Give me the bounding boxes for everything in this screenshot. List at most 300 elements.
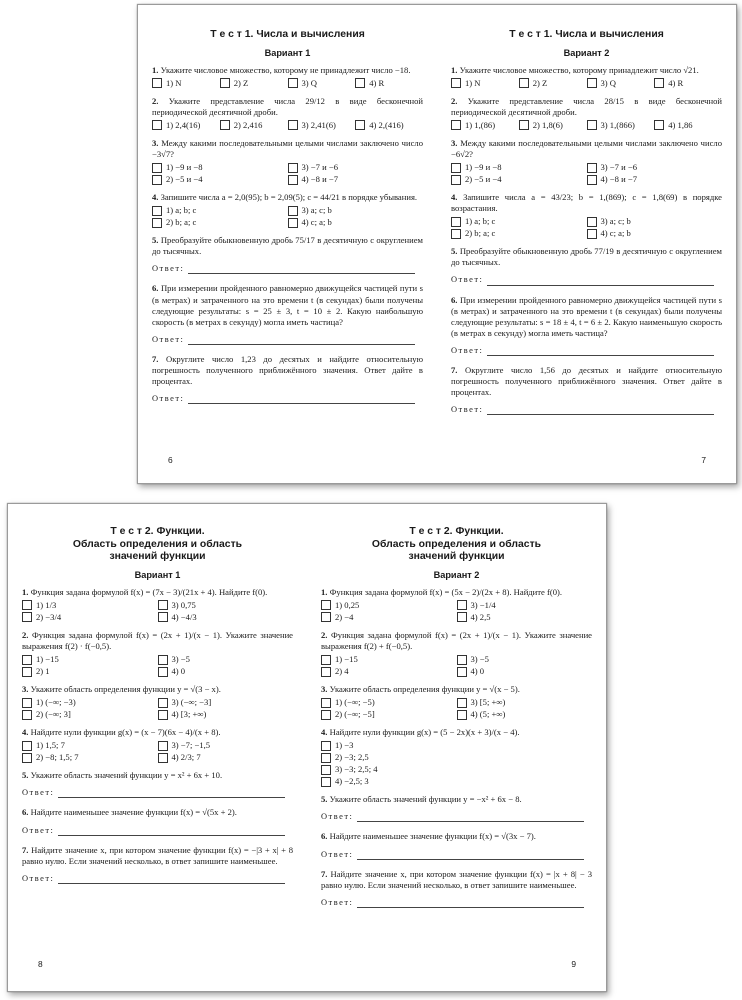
- checkbox[interactable]: [158, 655, 168, 665]
- option[interactable]: [587, 162, 723, 173]
- checkbox[interactable]: [158, 612, 168, 622]
- answer-field[interactable]: [451, 404, 722, 415]
- question-text: Укажите представление числа 29/12 в виде бесконечной периодической десятичной дроби.: [152, 95, 423, 117]
- checkbox[interactable]: [321, 698, 331, 708]
- answer-field[interactable]: [451, 345, 722, 356]
- question-text: Запишите числа a = 43/23; b = 1,(869); c = 1,8(69) в порядке возрастания.: [451, 192, 722, 214]
- checkbox[interactable]: [451, 78, 461, 88]
- question-text: При измерении пройденного равномерно движущейся частицей пути s (в метрах) и затраченного на это времени t (в секундах) были получены следующие результаты: s = 18 ± 4, t = 6 ± 2. Какую наименьшую скорость (в метрах в секунду) могла иметь частица?: [451, 294, 722, 338]
- option[interactable]: [288, 205, 424, 216]
- option[interactable]: [158, 654, 294, 665]
- option[interactable]: [321, 666, 457, 677]
- option-label: 4) 0: [470, 666, 485, 677]
- answer-field[interactable]: [22, 873, 293, 884]
- page-number: 6: [168, 455, 173, 465]
- checkbox[interactable]: [152, 78, 162, 88]
- checkbox[interactable]: [451, 229, 461, 239]
- checkbox[interactable]: [321, 741, 331, 751]
- page-6: [138, 5, 437, 483]
- option[interactable]: [158, 612, 294, 623]
- option[interactable]: [321, 752, 592, 763]
- question-5: [321, 794, 592, 822]
- question-number: 3.: [22, 684, 29, 695]
- option[interactable]: [220, 120, 288, 131]
- option-label: 1) −15: [36, 654, 59, 665]
- checkbox[interactable]: [355, 120, 365, 130]
- page-number: 7: [701, 455, 706, 465]
- option[interactable]: [152, 162, 288, 173]
- question-6: [321, 831, 592, 859]
- question-text: Функция задана формулой f(x) = (7x − 3)/(21x + 4). Найдите f(0).: [30, 586, 268, 597]
- question-number: 1.: [451, 64, 458, 75]
- answer-label: Ответ:: [451, 345, 484, 355]
- checkbox[interactable]: [158, 698, 168, 708]
- question-text: Запишите числа a = 2,0(95); b = 2,09(5); c = 44/21 в порядке убывания.: [160, 192, 418, 203]
- answer-label: Ответ:: [321, 812, 354, 822]
- option[interactable]: [22, 654, 158, 665]
- option[interactable]: [22, 612, 158, 623]
- option[interactable]: [321, 612, 457, 623]
- question-text: Найдите наименьшее значение функции f(x) = √(5x + 2).: [30, 807, 237, 818]
- page-title: [22, 526, 293, 564]
- checkbox[interactable]: [152, 206, 162, 216]
- option[interactable]: [22, 740, 158, 751]
- answer-field[interactable]: [451, 274, 722, 285]
- answer-label: Ответ:: [321, 849, 354, 859]
- option[interactable]: [457, 600, 593, 611]
- question-number: 6.: [451, 294, 458, 305]
- page-title: Т е с т 1. Числа и вычисления: [210, 29, 365, 40]
- answer-field[interactable]: [321, 897, 592, 908]
- question-2: [451, 96, 722, 131]
- option-label: 4) 2,(416): [369, 119, 404, 130]
- option-label: 2) −5 и −4: [166, 174, 203, 185]
- option-label: 3) −3; 2,5; 4: [335, 764, 378, 775]
- question-7: [451, 365, 722, 415]
- option[interactable]: [288, 174, 424, 185]
- option-label: 2) (−∞; −5]: [335, 709, 375, 720]
- checkbox[interactable]: [152, 218, 162, 228]
- answer-label: Ответ:: [152, 264, 185, 274]
- checkbox[interactable]: [158, 667, 168, 677]
- answer-field[interactable]: [152, 393, 423, 404]
- option-label: 2) 1: [36, 666, 50, 677]
- checkbox[interactable]: [158, 741, 168, 751]
- answer-field[interactable]: [152, 263, 423, 274]
- option[interactable]: [321, 600, 457, 611]
- checkbox[interactable]: [152, 120, 162, 130]
- question-text: Найдите нули функции g(x) = (x − 7)(6x − 4)/(x + 8).: [30, 727, 221, 738]
- option[interactable]: [22, 709, 158, 720]
- option[interactable]: [457, 612, 593, 623]
- question-number: 6.: [22, 807, 29, 818]
- question-4: [451, 192, 722, 239]
- question-4: [22, 727, 293, 763]
- answer-line[interactable]: [487, 347, 714, 356]
- option[interactable]: [451, 120, 519, 131]
- question-3: [321, 684, 592, 720]
- option[interactable]: [451, 78, 519, 89]
- option-label: 2) b; a; c: [465, 228, 496, 239]
- question-text: Округлите число 1,23 до десятых и найдите относительную погрешность полученного приближённого значения. Ответ дайте в процентах.: [152, 353, 423, 387]
- question-text: Между какими последовательными целыми числами заключено число −3√7?: [152, 137, 423, 159]
- question-number: 5.: [321, 794, 328, 805]
- question-text: Найдите нули функции g(x) = (5 − 2x)(x + 3)/(x − 4).: [329, 727, 520, 738]
- checkbox[interactable]: [654, 78, 664, 88]
- checkbox[interactable]: [587, 217, 597, 227]
- option-label: 2) −8; 1,5; 7: [36, 752, 79, 763]
- checkbox[interactable]: [457, 612, 467, 622]
- checkbox[interactable]: [288, 78, 298, 88]
- checkbox[interactable]: [587, 175, 597, 185]
- question-number: 7.: [451, 365, 458, 375]
- checkbox[interactable]: [457, 600, 467, 610]
- question-number: 1.: [321, 586, 328, 597]
- checkbox[interactable]: [288, 120, 298, 130]
- question-text: Укажите область определения функции y = √(x − 5).: [329, 684, 520, 695]
- question-1: [451, 65, 722, 89]
- checkbox[interactable]: [158, 753, 168, 763]
- question-5: [152, 235, 423, 274]
- option[interactable]: [457, 666, 593, 677]
- question-1: [152, 65, 423, 89]
- answer-line[interactable]: [487, 277, 714, 286]
- question-text: Преобразуйте обыкновенную дробь 75/17 в десятичную с округлением до тысячных.: [152, 235, 423, 257]
- option-label: 1) 1,5; 7: [36, 740, 65, 751]
- checkbox[interactable]: [457, 667, 467, 677]
- option-label: 4) R: [668, 77, 684, 88]
- question-number: 4.: [321, 727, 328, 738]
- question-4: [321, 727, 592, 787]
- option[interactable]: [158, 697, 294, 708]
- question-number: 7.: [22, 844, 29, 855]
- page-title: Т е с т 1. Числа и вычисления: [509, 29, 664, 40]
- option[interactable]: [22, 666, 158, 677]
- option[interactable]: [457, 697, 593, 708]
- checkbox[interactable]: [451, 120, 461, 130]
- question-number: 6.: [321, 831, 328, 842]
- option[interactable]: [519, 120, 587, 131]
- checkbox[interactable]: [587, 120, 597, 130]
- checkbox[interactable]: [457, 655, 467, 665]
- option-label: 1) a; b; c: [465, 216, 496, 227]
- option[interactable]: [451, 216, 587, 227]
- option-label: 3) Q: [301, 77, 318, 88]
- title-line: Т е с т 2. Функции.: [409, 526, 504, 537]
- option[interactable]: [152, 205, 288, 216]
- answer-line[interactable]: [357, 851, 584, 860]
- question-text: Функция задана формулой f(x) = (2x + 1)/(x − 1). Укажите значение выражения f(2) + f(−0,5).: [321, 629, 592, 651]
- answer-line[interactable]: [357, 899, 584, 908]
- option[interactable]: [587, 228, 723, 239]
- checkbox[interactable]: [321, 612, 331, 622]
- option[interactable]: [355, 78, 423, 89]
- option[interactable]: [152, 174, 288, 185]
- checkbox[interactable]: [654, 120, 664, 130]
- option[interactable]: [587, 78, 655, 89]
- option-label: 2) −4: [335, 611, 354, 622]
- question-text: Укажите область значений функции y = −x² + 6x − 8.: [329, 794, 522, 805]
- option-label: 4) c; a; b: [600, 228, 631, 239]
- option[interactable]: [288, 120, 356, 131]
- checkbox[interactable]: [22, 741, 32, 751]
- option[interactable]: [451, 174, 587, 185]
- question-3: [152, 138, 423, 185]
- option-label: 4) −4/3: [171, 611, 197, 622]
- checkbox[interactable]: [321, 765, 331, 775]
- option[interactable]: [355, 120, 423, 131]
- option-label: 3) (−∞; −3]: [171, 697, 212, 708]
- option-label: 2) b; a; c: [166, 217, 197, 228]
- option[interactable]: [587, 120, 655, 131]
- answer-field[interactable]: [22, 787, 293, 798]
- checkbox[interactable]: [22, 698, 32, 708]
- question-text: Укажите числовое множество, которому не принадлежит число −18.: [160, 64, 411, 75]
- checkbox[interactable]: [451, 175, 461, 185]
- question-6: [451, 295, 722, 356]
- option-label: 4) −8 и −7: [301, 174, 338, 185]
- question-number: 4.: [22, 727, 29, 738]
- option-label: 4) c; a; b: [301, 217, 332, 228]
- page-number: 9: [571, 959, 576, 969]
- option[interactable]: [288, 217, 424, 228]
- option-label: 2) Z: [532, 77, 548, 88]
- variant-heading: Вариант 1: [134, 569, 181, 580]
- option[interactable]: [457, 709, 593, 720]
- question-5: [22, 770, 293, 798]
- option[interactable]: [654, 78, 722, 89]
- option[interactable]: [152, 120, 220, 131]
- checkbox[interactable]: [288, 175, 298, 185]
- option[interactable]: [654, 120, 722, 131]
- question-text: Функция задана формулой f(x) = (5x − 2)/(2x + 8). Найдите f(0).: [329, 586, 563, 597]
- checkbox[interactable]: [457, 710, 467, 720]
- question-1: [22, 587, 293, 623]
- option-label: 3) Q: [600, 77, 617, 88]
- question-number: 7.: [321, 868, 328, 879]
- answer-line[interactable]: [357, 813, 584, 822]
- option-label: 1) 2,4(16): [166, 119, 201, 130]
- checkbox[interactable]: [587, 78, 597, 88]
- option-label: 4) R: [369, 77, 385, 88]
- option-label: 4) 2/3; 7: [171, 752, 201, 763]
- option[interactable]: [321, 740, 592, 751]
- question-number: 2.: [22, 629, 29, 640]
- checkbox[interactable]: [321, 600, 331, 610]
- answer-label: Ответ:: [321, 897, 354, 907]
- checkbox[interactable]: [288, 163, 298, 173]
- option-label: 1) 0,25: [335, 599, 360, 610]
- question-number: 3.: [451, 137, 458, 148]
- option-label: 2) (−∞; 3]: [36, 709, 71, 720]
- option-label: 2) Z: [233, 77, 249, 88]
- answer-label: Ответ:: [22, 788, 55, 798]
- checkbox[interactable]: [457, 698, 467, 708]
- question-text: Укажите область значений функции y = x² + 6x + 10.: [30, 770, 223, 781]
- checkbox[interactable]: [152, 175, 162, 185]
- option-label: 2) −3; 2,5: [335, 752, 369, 763]
- question-text: При измерении пройденного равномерно движущейся частицей пути s (в метрах) и затраченного на это времени t (в секундах) были получены следующие результаты: s = 25 ± 3, t = 10 ± 2. Какую наибольшую скорость (в метрах в секунду) могла иметь частица?: [152, 283, 423, 327]
- option-label: 2) 1,8(6): [532, 119, 563, 130]
- option-label: 2) −3/4: [36, 611, 62, 622]
- checkbox[interactable]: [220, 120, 230, 130]
- checkbox[interactable]: [288, 218, 298, 228]
- option-label: 1) N: [465, 77, 481, 88]
- checkbox[interactable]: [519, 120, 529, 130]
- question-number: 2.: [152, 95, 159, 106]
- checkbox[interactable]: [321, 753, 331, 763]
- answer-field[interactable]: [321, 849, 592, 860]
- option[interactable]: [158, 709, 294, 720]
- question-text: Функция задана формулой f(x) = (2x + 1)/(x − 1). Укажите значение выражения f(2) · f(−0,5).: [22, 629, 293, 651]
- answer-line[interactable]: [58, 875, 285, 884]
- option[interactable]: [220, 78, 288, 89]
- option[interactable]: [587, 174, 723, 185]
- question-number: 6.: [152, 283, 159, 294]
- option-label: 1) a; b; c: [166, 205, 197, 216]
- checkbox[interactable]: [22, 655, 32, 665]
- checkbox[interactable]: [22, 710, 32, 720]
- title-line: значений функции: [109, 551, 206, 563]
- answer-line[interactable]: [188, 336, 415, 345]
- option-label: 3) 0,75: [171, 599, 196, 610]
- option-label: 1) −9 и −8: [166, 162, 203, 173]
- answer-label: Ответ:: [22, 825, 55, 835]
- question-text: Укажите область определения функции y = √(3 − x).: [30, 684, 221, 695]
- option-label: 4) −8 и −7: [600, 174, 637, 185]
- option[interactable]: [158, 666, 294, 677]
- question-number: 4.: [451, 192, 458, 203]
- answer-label: Ответ:: [451, 275, 484, 285]
- checkbox[interactable]: [22, 600, 32, 610]
- title-line: Т е с т 2. Функции.: [110, 526, 205, 537]
- option[interactable]: [22, 600, 158, 611]
- page-title: [321, 526, 592, 564]
- question-3: [22, 684, 293, 720]
- option[interactable]: [152, 217, 288, 228]
- option-label: 3) a; c; b: [600, 216, 631, 227]
- question-7: [152, 354, 423, 404]
- checkbox[interactable]: [355, 78, 365, 88]
- option-label: 1) (−∞; −5): [335, 697, 375, 708]
- answer-field[interactable]: [321, 811, 592, 822]
- spread-test-1: [137, 4, 737, 484]
- checkbox[interactable]: [321, 710, 331, 720]
- option[interactable]: [321, 776, 592, 787]
- option[interactable]: [321, 709, 457, 720]
- checkbox[interactable]: [321, 655, 331, 665]
- option-label: 4) 1,86: [668, 119, 693, 130]
- variant-heading: Вариант 2: [433, 569, 480, 580]
- checkbox[interactable]: [587, 229, 597, 239]
- answer-field[interactable]: [152, 334, 423, 345]
- option-label: 3) 2,41(6): [301, 119, 336, 130]
- option-label: 4) 0: [171, 666, 186, 677]
- option-label: 1) 1/3: [36, 599, 57, 610]
- question-number: 5.: [451, 246, 458, 257]
- checkbox[interactable]: [587, 163, 597, 173]
- option[interactable]: [158, 752, 294, 763]
- option[interactable]: [158, 600, 294, 611]
- option[interactable]: [321, 654, 457, 665]
- question-5: [451, 246, 722, 285]
- checkbox[interactable]: [152, 163, 162, 173]
- option-label: 1) (−∞; −3): [36, 697, 76, 708]
- checkbox[interactable]: [321, 777, 331, 787]
- answer-line[interactable]: [58, 827, 285, 836]
- option-label: 1) −9 и −8: [465, 162, 502, 173]
- checkbox[interactable]: [158, 710, 168, 720]
- question-number: 2.: [451, 95, 458, 106]
- question-6: [22, 807, 293, 835]
- variant-heading: Вариант 2: [563, 47, 610, 58]
- answer-line[interactable]: [188, 265, 415, 274]
- question-number: 1.: [22, 586, 29, 597]
- option[interactable]: [288, 162, 424, 173]
- option[interactable]: [457, 654, 593, 665]
- checkbox[interactable]: [321, 667, 331, 677]
- title-line: Область определения и область: [371, 538, 542, 550]
- option-label: 2) 4: [335, 666, 349, 677]
- question-7: [321, 869, 592, 908]
- question-text: Укажите представление числа 28/15 в виде бесконечной периодической десятичной дроби.: [451, 95, 722, 117]
- option[interactable]: [288, 78, 356, 89]
- option[interactable]: [519, 78, 587, 89]
- option-label: 3) [5; +∞): [470, 697, 506, 708]
- question-number: 4.: [152, 192, 159, 203]
- answer-line[interactable]: [487, 406, 714, 415]
- option[interactable]: [321, 697, 457, 708]
- checkbox[interactable]: [519, 78, 529, 88]
- checkbox[interactable]: [22, 612, 32, 622]
- question-1: [321, 587, 592, 623]
- question-number: 2.: [321, 629, 328, 640]
- question-text: Найдите наименьшее значение функции f(x) = √(3x − 7).: [329, 831, 536, 842]
- answer-line[interactable]: [58, 789, 285, 798]
- checkbox[interactable]: [451, 217, 461, 227]
- option[interactable]: [451, 162, 587, 173]
- option[interactable]: [22, 697, 158, 708]
- question-number: 3.: [152, 137, 159, 148]
- question-text: Укажите числовое множество, которому принадлежит число √21.: [459, 64, 699, 75]
- answer-line[interactable]: [188, 395, 415, 404]
- checkbox[interactable]: [158, 600, 168, 610]
- answer-field[interactable]: [22, 825, 293, 836]
- option-label: 1) N: [166, 77, 182, 88]
- option[interactable]: [22, 752, 158, 763]
- option-label: 1) 1,(86): [465, 119, 496, 130]
- question-2: [22, 630, 293, 677]
- checkbox[interactable]: [288, 206, 298, 216]
- option[interactable]: [152, 78, 220, 89]
- checkbox[interactable]: [451, 163, 461, 173]
- checkbox[interactable]: [22, 753, 32, 763]
- checkbox[interactable]: [22, 667, 32, 677]
- option[interactable]: [587, 216, 723, 227]
- option[interactable]: [158, 740, 294, 751]
- option-label: 3) −7 и −6: [600, 162, 637, 173]
- page-8: [8, 504, 307, 991]
- question-text: Между какими последовательными целыми числами заключено число −6√2?: [451, 137, 722, 159]
- answer-label: Ответ:: [22, 873, 55, 883]
- answer-label: Ответ:: [451, 405, 484, 415]
- option[interactable]: [321, 764, 592, 775]
- spread-test-2: [7, 503, 607, 992]
- page-7: [437, 5, 736, 483]
- option[interactable]: [451, 228, 587, 239]
- checkbox[interactable]: [220, 78, 230, 88]
- option-label: 3) 1,(866): [600, 119, 635, 130]
